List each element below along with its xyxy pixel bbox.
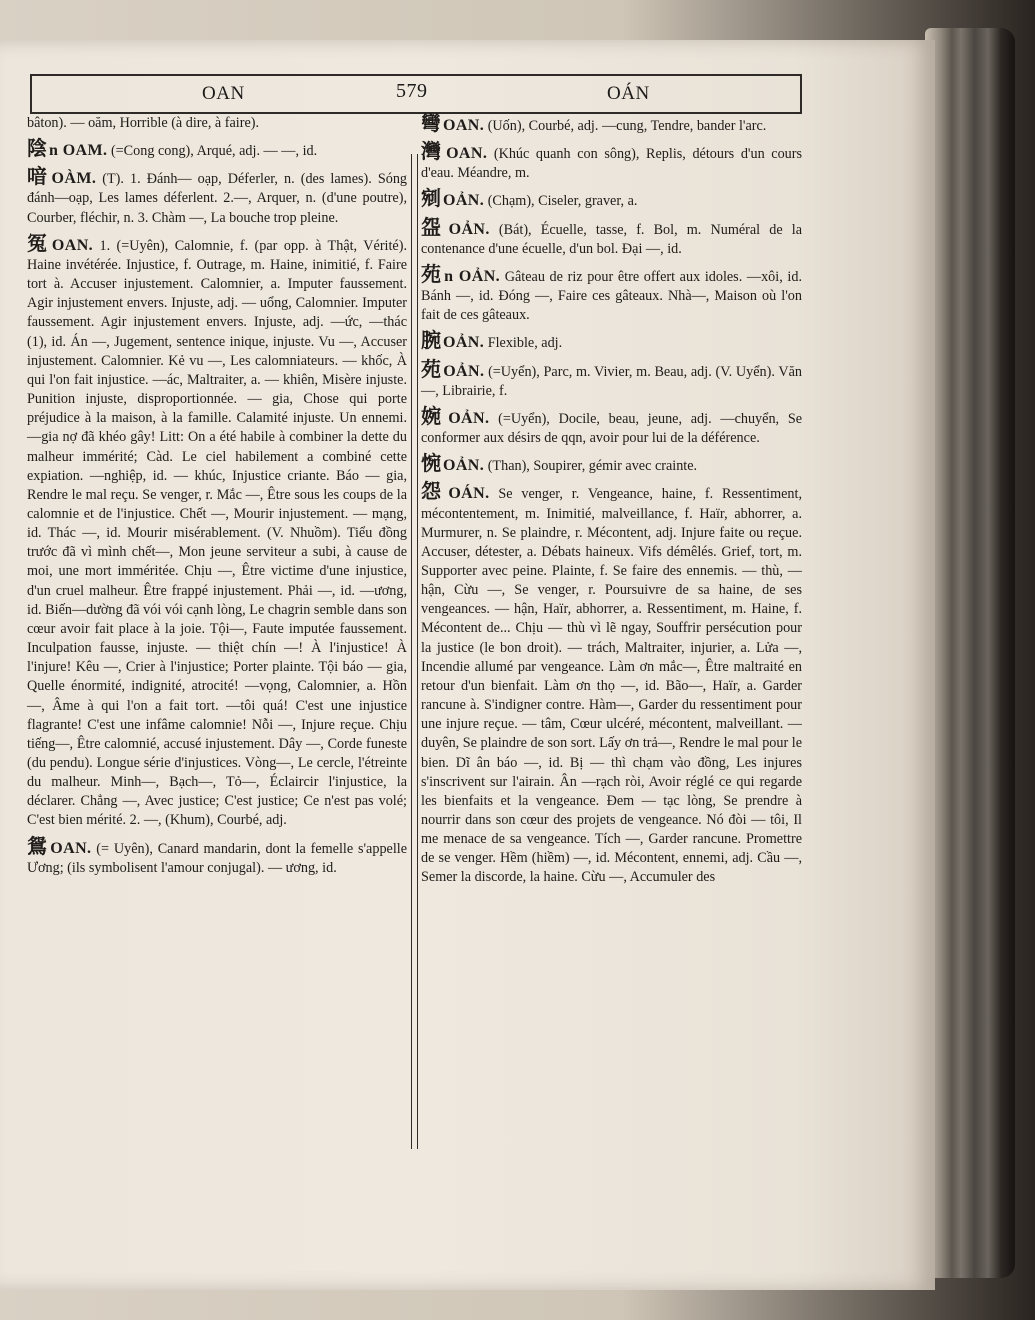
header-left-guideword: OAN (202, 83, 245, 104)
dictionary-entry (421, 403, 803, 448)
entry-character: 怨 (421, 479, 447, 504)
entry-character: 灣 (421, 139, 445, 164)
running-header (30, 74, 802, 114)
entry-character: 苑 (421, 261, 443, 286)
dictionary-entry (421, 139, 803, 183)
entry-definition: (Khúc quanh con sông), Replis, détours d'un cours d'eau. Méandre, m. (421, 146, 803, 182)
entry-definition: (=Uyển), Docile, beau, jeune, adj. —chuyển, Se conformer aux désirs de qqn, avoir pour lui de la déférence. (421, 410, 803, 447)
entry-headword: OAN. (443, 117, 485, 134)
entry-definition: (Chạm), Ciseler, graver, a. (487, 193, 638, 210)
entry-headword: n OẢN. (444, 267, 501, 285)
page-number: 579 (396, 80, 428, 102)
entry-definition: bâton). — oăm, Horrible (à dire, à faire). (27, 115, 260, 131)
entry-definition: (Bát), Écuelle, tasse, f. Bol, m. Numéral de la contenance d'une écuelle, d'un bol. Đại —, id. (421, 221, 803, 257)
dictionary-entry (421, 111, 802, 136)
dictionary-entry (27, 833, 408, 878)
entry-headword: OẢN. (443, 192, 485, 210)
entry-headword: OẢN. (443, 362, 485, 380)
header-right-guideword: OÁN (607, 83, 650, 104)
dictionary-entry (421, 451, 802, 476)
entry-headword: OAN. (51, 236, 94, 254)
entry-character: 婉 (421, 403, 447, 428)
entry-character: 惋 (421, 451, 441, 476)
dictionary-entry (27, 164, 408, 227)
right-column (421, 111, 803, 894)
entry-definition: (Than), Soupirer, gémir avec crainte. (487, 458, 698, 475)
entry-headword: OAN. (50, 839, 92, 857)
dictionary-entry (27, 114, 407, 133)
dictionary-entry (421, 328, 802, 353)
dictionary-entry (421, 186, 802, 211)
dictionary-entry (421, 261, 803, 325)
entry-headword: n OAM. (49, 142, 108, 160)
entry-headword: OẢN. (443, 457, 485, 475)
entry-character: 剜 (421, 186, 441, 211)
entry-definition: (=Cong cong), Arqué, adj. — —, id. (110, 143, 318, 160)
entry-definition: Se venger, r. Vengeance, haine, f. Ressentiment, mécontentement, m. Inimitié, malveillance, f. Haïr, abhorrer, a. Murmurer, n. Se plaindre, r. Mécontent, adj. Injure faite ou reçue. Accuser, détester, a. Débats haineux. Vifs démêlés. Grief, tort, m. Supporter avec peine. Plainte, f. Se faire des ennemis. — thù, — hận, Cừu —, Se venger, r. Poursuivre de sa haine, de ses vengeances. — hận, Haïr, abhorrer, a. Ressentiment, m. Haine, f. Mécontent de... Chịu — thù vì lẽ ngay, Souffrir persécution pour la justice (le bon droit). — trách, Maltraiter, injurier, a. Lửa —, Incendie allumé par vengeance. Làm ơn mắc—, Être maltraité en retour d'un bienfait. Làm ơn thọ —, id. Bão—, Haïr, a. Garder rancune à. S'indigner contre. Hàm—, Garder du ressentiment pour une injure reçue. — tâm, Cœur ulcéré, mécontent, malveillant. — duyên, Se plaindre de son sort. Lấy ơn trả—, Rendre le mal pour le bien. Dĩ ân báo —, id. Bị — thì chạm vào đồng, Les injures s'inscrivent sur l'airain. Ân —rạch ròi, Avoir réglé ce qui regarde les bienfaits et la vengeance. Đem — tạc lòng, Se prendre à nourrir dans son cœur des projets de vengeance. Nó đòi — tôi, Il me menace de sa vengeance. Tích —, Garder rancune. Promettre de se venger. Hềm (hiềm) —, id. Mécontent, ennemi, adj. Cầu —, Semer la discorde, la haine. Cừu —, Accumuler des (421, 486, 803, 886)
dictionary-entry (27, 136, 407, 161)
dictionary-entry (421, 214, 803, 259)
entry-definition: 1. (=Uyên), Calomnie, f. (par opp. à Thật, Vérité). Haine invétérée. Injustice, f. Outrage, m. Haine, inimitié, f. Faire tort à. Accuser injustement. Calomnier, a. Imputer faussement. Agir injustement envers. Injuste, adj. — uổng, Calomnier. Imputer faussement. Agir injustement envers. Injuste, adj. —ức, —thác (1), id. Án —, Jugement, sentence inique, injuste. Vu —, Accuser injustement. Calomnier. Kẻ vu —, Les calomniateurs. — khốc, À qui l'on fait injustice. —ác, Maltraiter, a. — khiên, Misère injuste. Punition injuste, disproportionnée. — gia, Chose qui porte préjudice à la maison, à la famille. Calamité injuste. Un ennemi. —gia nợ đã khéo gây! Litt: On a été habile à combiner la dette du malheur immérité; Càd. Le ciel habilement a combiné cette expiation. —nghiệp, id. — khúc, Injustice criante. Báo — gia, Rendre le mal reçu. Se venger, r. Mắc —, Être sous les coups de la calomnie et de l'injustice. Chết —, Mourir injustement. — mạng, id. Thác —, id. Mourir misérablement. (V. Nhuồm). Tiểu đồng trước đã vì mình chết—, Mon jeune serviteur a subi, à cause de moi, une mort imméritée. Chịu —, Être victime d'une injustice, d'un cruel malheur. Être frappé injustement. Phải —, id. —ương, id. Biến—dường đã vói vói cạnh lòng, Le chagrin semble dans son cœur avoir fait place à la joie. Tội—, Faute imputée faussement. Inculpation fausse, injuste. — thiệt chín —! À l'injustice! À l'injure! Kêu —, Crier à l'injustice; Porter plainte. Tội báo — gia, Quelle énormité, indignité, atrocité! —vọng, Calomnier, a. Hồn —, Âme à qui l'on a fait tort. —tôi quá! C'est une injustice flagrante! C'est une infâme calomnie! Nỗi —, Injure reçue. Chịu tiếng—, Être calomnié, accusé injustement. Dây —, Corde funeste (du pendu). Longue série d'injustices. Vòng—, Le cercle, l'étreinte du malheur. Minh—, Bạch—, Tỏ—, Éclaircir l'injustice, la déclarer. Chẳng —, Avec justice; C'est justice; Ce n'est pas volé; C'est bien mérité. 2. —, (Khum), Courbé, adj. (27, 237, 408, 829)
entry-character: 苑 (421, 356, 442, 381)
dictionary-entry (27, 230, 408, 831)
entry-character: 彎 (421, 111, 441, 135)
entry-character: 喑 (27, 164, 50, 189)
entry-character: 冤 (27, 230, 50, 255)
entry-definition: (Uốn), Courbé, adj. —cung, Tendre, bander l'arc. (487, 118, 767, 134)
entry-definition: (T). 1. Đánh— oạp, Déferler, n. (des lames). Sóng đánh—oạp, Les lames déferlent. 2.—, Arquer, n. (d'une poutre), Courber, fléchir, n. 3. Chàm —, La bouche trop pleine. (27, 171, 408, 226)
entry-character: 陰 (27, 136, 47, 161)
dictionary-entry (421, 356, 803, 401)
entry-character: 盌 (421, 214, 447, 239)
dictionary-entry (421, 479, 803, 887)
entry-headword: OẢN. (443, 334, 485, 352)
entry-headword: OÁN. (448, 485, 490, 503)
entry-character: 腕 (421, 328, 441, 353)
left-column (27, 114, 407, 884)
entry-definition: (=Uyển), Parc, m. Vivier, m. Beau, adj. (V. Uyển). Văn—, Librairie, f. (421, 363, 803, 399)
entry-definition: Flexible, adj. (487, 335, 563, 352)
column-divider (411, 154, 418, 1149)
entry-headword: OẢN. (448, 220, 490, 238)
entry-headword: OÀM. (51, 170, 97, 188)
entry-definition: Gâteau de riz pour être offert aux idoles. —xôi, id. Bánh —, id. Đóng —, Faire ces gâteaux. Nhà—, Maison où l'on fait de ces gâteaux. (421, 268, 803, 324)
entry-character: 鴛 (27, 833, 49, 858)
entry-headword: OẢN. (448, 409, 490, 427)
entry-headword: OAN. (446, 145, 488, 163)
book-page-edges (925, 28, 1015, 1278)
entry-definition: (= Uyên), Canard mandarin, dont la femelle s'appelle Ương; (ils symbolisent l'amour conjugal). — ương, id. (27, 840, 408, 876)
